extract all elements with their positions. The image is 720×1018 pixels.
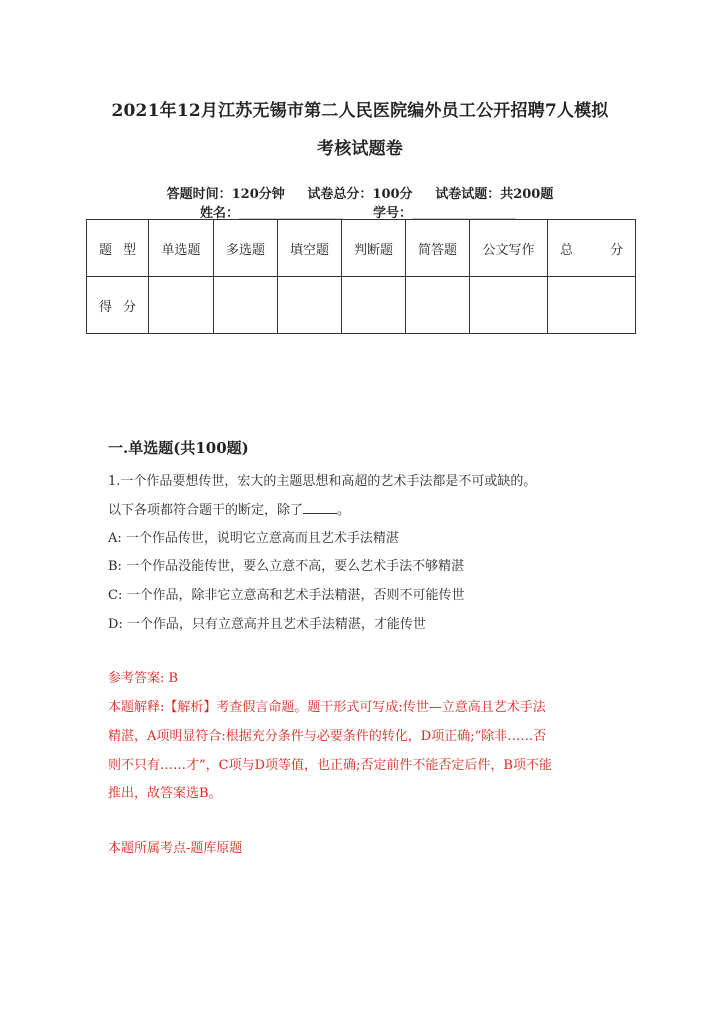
score-cell (214, 277, 278, 334)
explanation-line2: 精湛，A项明显符合:根据充分条件与必要条件的转化，D项正确;“除非……否 (108, 729, 547, 744)
score-cell (406, 277, 470, 334)
question-stem-line1: 1.一个作品要想传世，宏大的主题思想和高超的艺术手法都是不可或缺的。 (108, 474, 537, 489)
exam-question-count: 试卷试题：共200题 (435, 187, 554, 202)
section-heading: 一.单选题(共100题) (108, 439, 249, 457)
id-blank: ________________ (412, 206, 517, 221)
option-a: A: 一个作品传世，说明它立意高而且艺术手法精湛 (108, 531, 399, 546)
score-cell (149, 277, 214, 334)
score-table (86, 219, 636, 334)
score-cell (470, 277, 548, 334)
option-b: B: 一个作品没能传世，要么立意不高，要么艺术手法不够精湛 (108, 559, 465, 574)
score-table-header-row (87, 220, 636, 277)
explanation-line4: 推出，故答案选B。 (108, 786, 222, 801)
option-c: C: 一个作品，除非它立意高和艺术手法精湛，否则不可能传世 (108, 588, 465, 603)
question-type-header: 题 型 (87, 220, 149, 277)
exam-title-line2: 考核试题卷 (317, 139, 403, 159)
question-stem-line2: 以下各项都符合题干的断定，除了 。 (108, 503, 351, 518)
column-multiple-choice: 多选题 (214, 220, 278, 277)
score-table-score-row (87, 277, 636, 334)
reference-answer: 参考答案: B (108, 671, 179, 686)
question-source: 本题所属考点-题库原题 (108, 841, 243, 856)
option-d: D: 一个作品，只有立意高并且艺术手法精湛，才能传世 (108, 617, 426, 632)
column-true-false: 判断题 (342, 220, 406, 277)
score-cell (278, 277, 342, 334)
answer-blank (303, 501, 337, 514)
column-single-choice: 单选题 (149, 220, 214, 277)
exam-total-score: 试卷总分：100分 (307, 187, 413, 202)
id-label: 学号： (373, 206, 413, 221)
column-short-answer: 简答题 (406, 220, 470, 277)
name-blank: ________________ (239, 206, 344, 221)
name-label: 姓名： (200, 206, 240, 221)
column-total: 总 分 (548, 220, 636, 277)
exam-time: 答题时间：120分钟 (166, 187, 285, 202)
column-fill-blank: 填空题 (278, 220, 342, 277)
score-row-header: 得 分 (87, 277, 149, 334)
explanation-line1: 本题解释:【解析】考查假言命题。题干形式可写成:传世—立意高且艺术手法 (108, 700, 546, 715)
score-cell (342, 277, 406, 334)
score-cell (548, 277, 636, 334)
exam-info (0, 183, 720, 202)
explanation-line3: 则不只有……才”，C项与D项等值，也正确;否定前件不能否定后件，B项不能 (108, 758, 552, 773)
column-document-writing: 公文写作 (470, 220, 548, 277)
exam-title-line1: 2021年12月江苏无锡市第二人民医院编外员工公开招聘7人模拟 (111, 101, 609, 121)
